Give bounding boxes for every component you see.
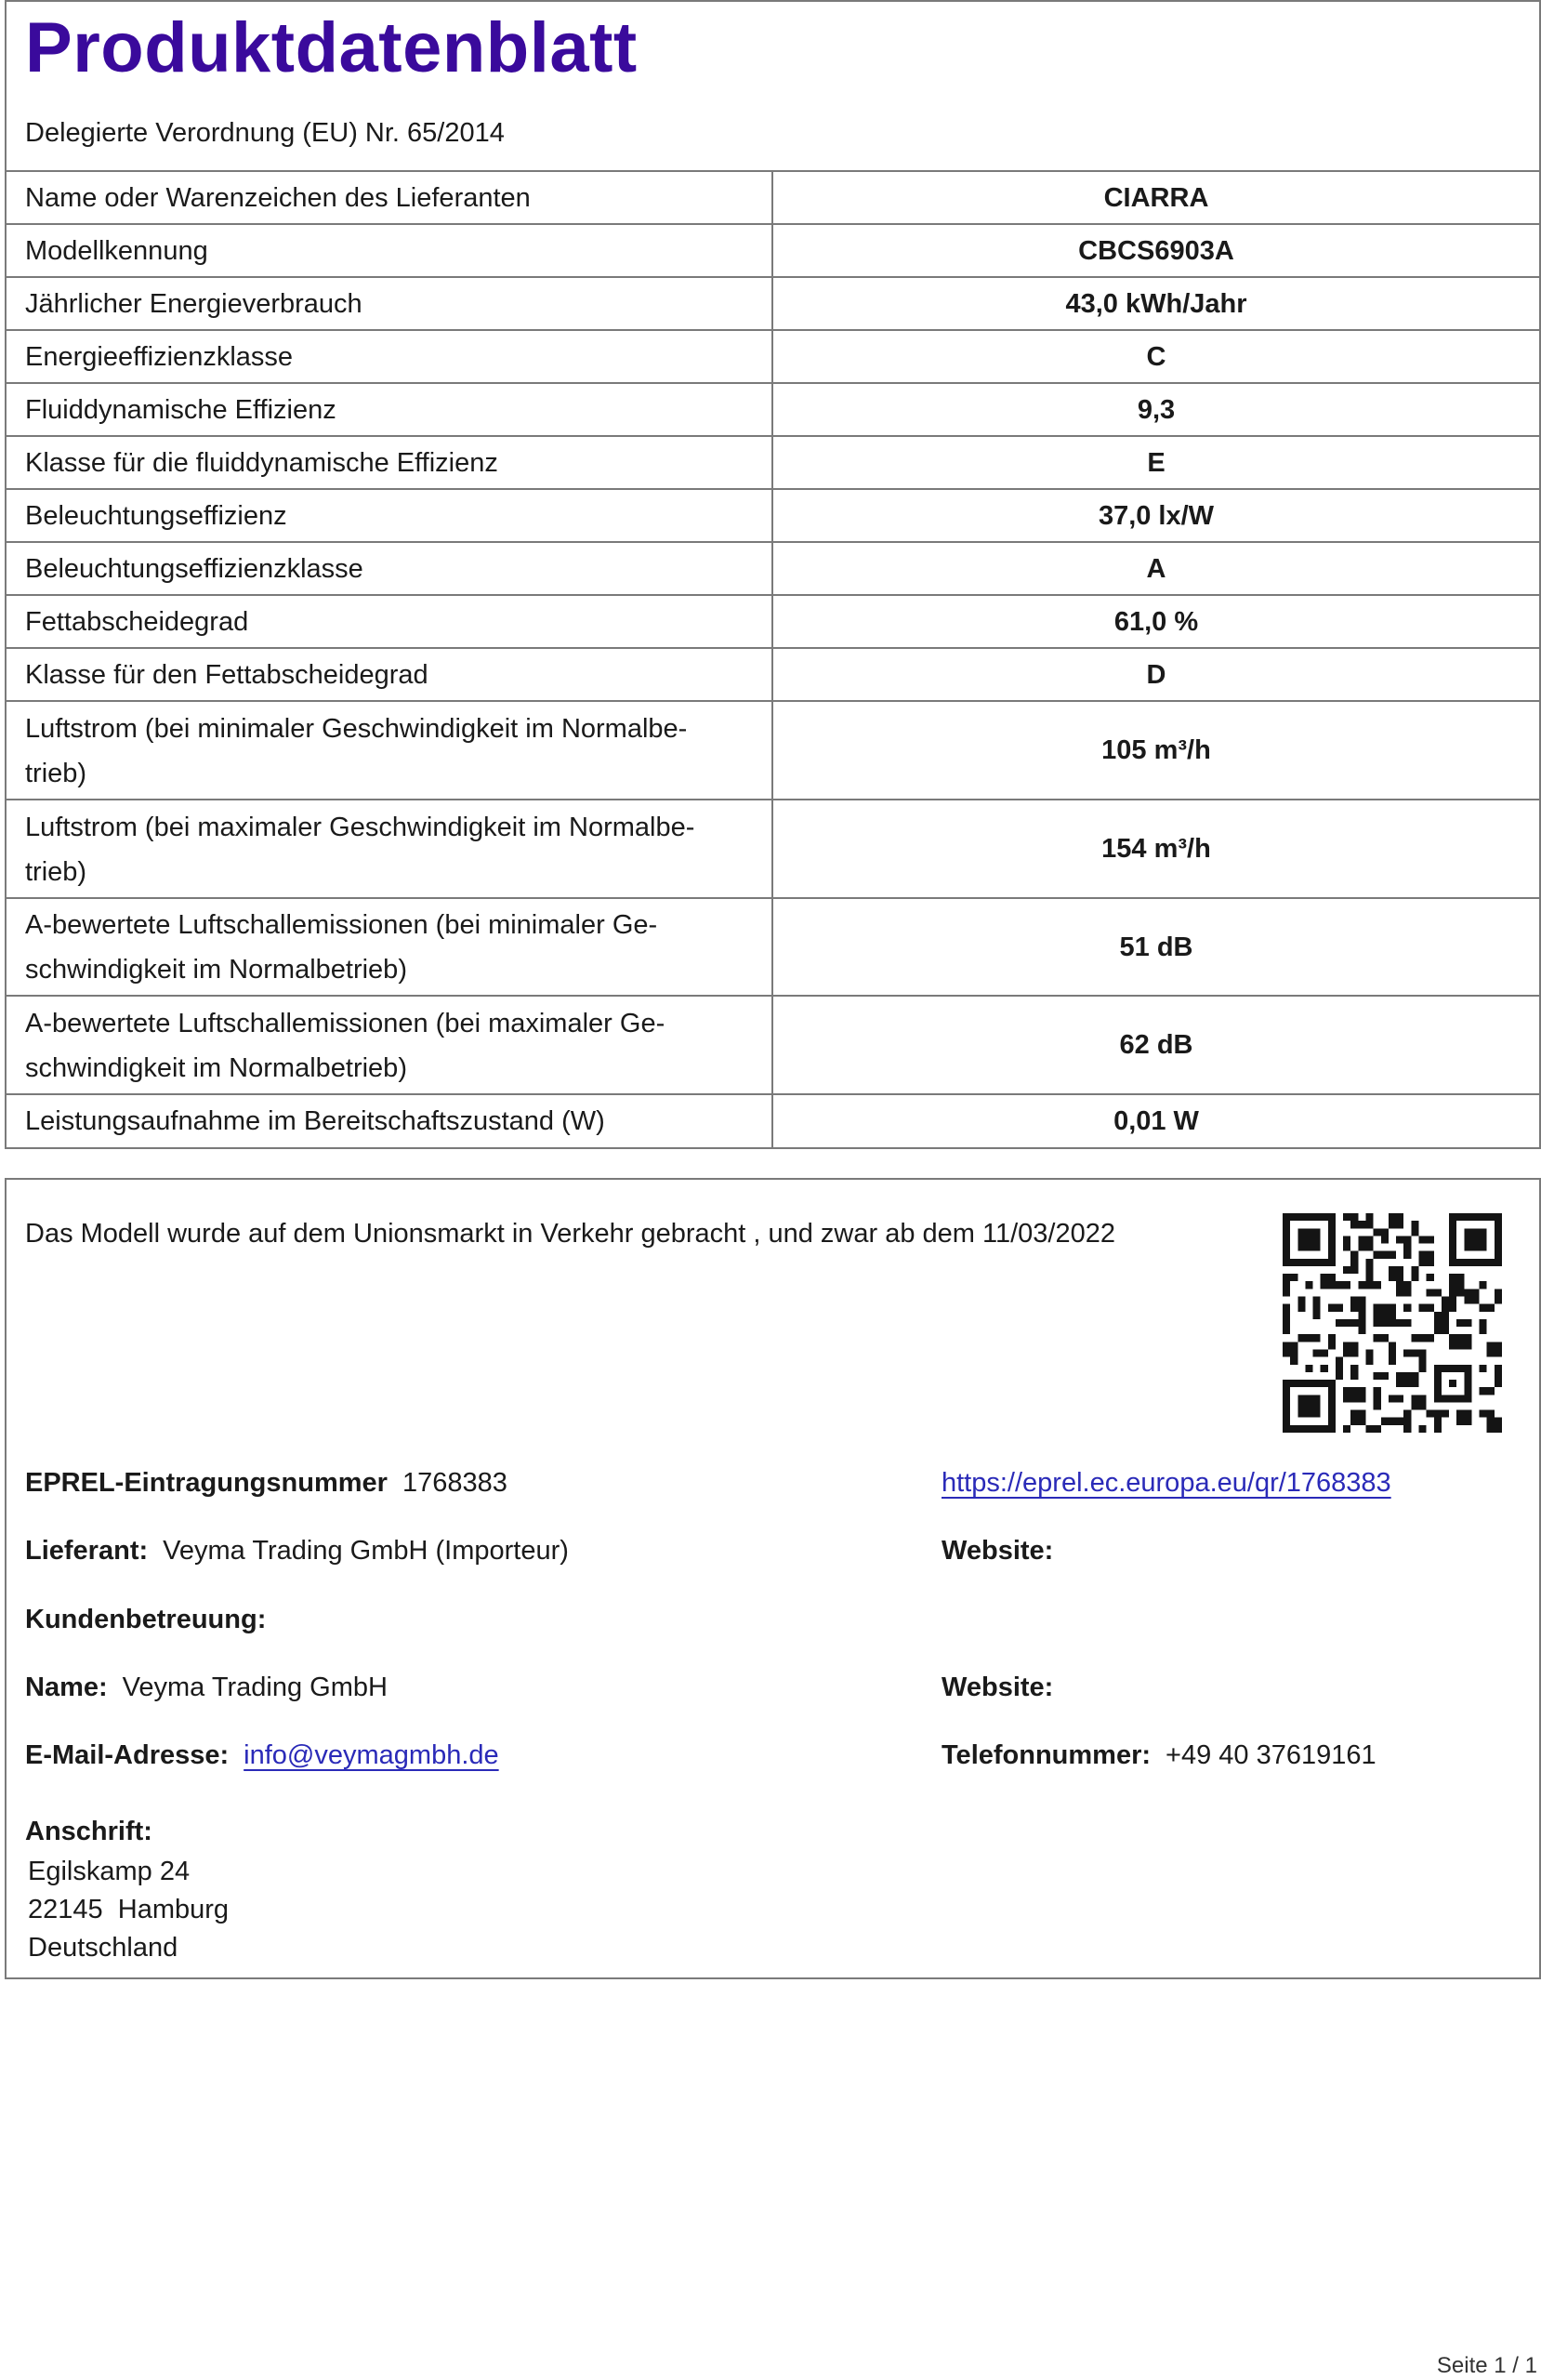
address-line-city: 22145 Hamburg [28,1895,230,1924]
cs-name-label: Name: [25,1673,108,1702]
row-label: A-bewertete Luftschallemissionen (bei minimaler Ge- schwindigkeit im Normalbetrieb) [25,910,658,985]
market-date-text: Das Modell wurde auf dem Unionsmarkt in Verkehr gebracht , und zwar ab dem 11/03/2022 [25,1219,1115,1249]
table-row [5,225,1540,277]
cs-name-row [25,1670,388,1705]
row-label: Klasse für den Fettabscheidegrad [25,660,428,690]
table-row [5,997,1540,1094]
customer-service-heading: Kundenbetreuung: [25,1605,267,1634]
row-label: Klasse für die fluiddynamische Effizienz [25,448,498,478]
cs-email-row [25,1738,499,1773]
row-label: Modellkennung [25,236,208,266]
row-value: 105 m³/h [1101,735,1211,765]
table-row [5,702,1540,800]
row-value: 61,0 % [1113,606,1199,637]
row-label: A-bewertete Luftschallemissionen (bei maximaler Ge- schwindigkeit im Normalbetrieb) [25,1008,665,1083]
address-label: Anschrift: [25,1817,152,1846]
eprel-registration [25,1465,507,1501]
table-row [5,800,1540,898]
row-label: Fluiddynamische Effizienz [25,395,336,425]
table-row [5,278,1540,330]
row-label: Leistungsaufnahme im Bereitschaftszustand (W) [25,1106,605,1136]
cs-website-label: Website: [942,1673,1054,1702]
cs-name-value: Veyma Trading GmbH [122,1673,388,1702]
table-row [5,1095,1540,1147]
eprel-label: EPREL-Eintragungsnummer [25,1468,388,1498]
page-indicator: Seite 1 / 1 [1436,2353,1537,2378]
row-value: 0,01 W [1113,1105,1199,1136]
row-value: E [1147,447,1166,478]
address-line-street: Egilskamp 24 [28,1857,191,1886]
cs-phone-row [942,1738,1376,1773]
table-row [5,172,1540,224]
qr-code-icon[interactable] [1283,1213,1502,1433]
table-row [5,331,1540,383]
supplier-value: Veyma Trading GmbH (Importeur) [163,1536,569,1566]
page-title: Produktdatenblatt [25,8,638,87]
row-label: Beleuchtungseffizienz [25,501,287,531]
table-row [5,899,1540,996]
row-value: A [1146,553,1166,584]
row-value: 43,0 kWh/Jahr [1065,288,1247,319]
row-label: Name oder Warenzeichen des Lieferanten [25,183,531,213]
table-row [5,543,1540,595]
email-label: E-Mail-Adresse: [25,1740,230,1770]
row-label: Beleuchtungseffizienzklasse [25,554,363,584]
row-label: Jährlicher Energieverbrauch [25,289,362,319]
phone-value: +49 40 37619161 [1166,1740,1376,1770]
eprel-number: 1768383 [402,1468,507,1498]
supplier-row [25,1533,569,1568]
row-value: 9,3 [1137,394,1176,425]
row-value: 37,0 lx/W [1098,500,1215,531]
row-value: 62 dB [1119,1030,1193,1060]
row-label: Fettabscheidegrad [25,607,249,637]
row-value: C [1146,341,1166,372]
table-row [5,437,1540,489]
supplier-label: Lieferant: [25,1536,149,1566]
table-row [5,596,1540,648]
table-row [5,649,1540,701]
row-value: CBCS6903A [1078,235,1234,266]
eprel-url-link[interactable]: https://eprel.ec.europa.eu/qr/1768383 [942,1468,1391,1498]
row-value: D [1146,659,1166,690]
row-value: 51 dB [1119,932,1193,962]
row-label: Luftstrom (bei maximaler Geschwindigkeit im Normalbe- trieb) [25,812,695,887]
address-line-country: Deutschland [28,1933,178,1963]
row-value: 154 m³/h [1101,834,1211,864]
table-row [5,490,1540,542]
regulation-subtitle: Delegierte Verordnung (EU) Nr. 65/2014 [25,118,505,148]
supplier-website-label: Website: [942,1536,1054,1566]
row-value: CIARRA [1103,182,1209,213]
row-label: Energieeffizienzklasse [25,342,294,372]
row-label: Luftstrom (bei minimaler Geschwindigkeit im Normalbe- trieb) [25,713,688,788]
table-row [5,384,1540,436]
phone-label: Telefonnummer: [942,1740,1152,1770]
email-link[interactable]: info@veymagmbh.de [244,1740,499,1770]
